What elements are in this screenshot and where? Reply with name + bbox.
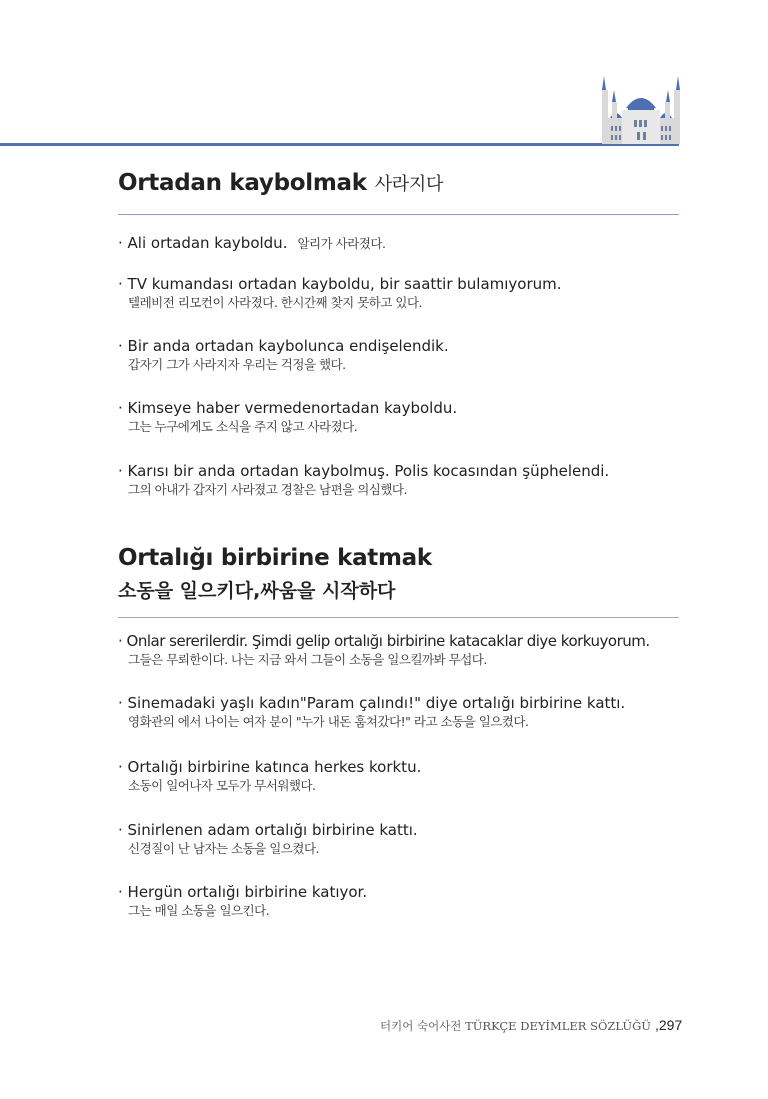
example-item [118, 274, 562, 312]
example-ko: 소동이 일어나자 모두가 무서워했다. [128, 778, 316, 793]
example-ko: 그의 아내가 갑자기 사라졌고 경찰은 남편을 의심했다. [128, 482, 407, 497]
example-tr: · Sinemadaki yaşlı kadın"Param çalındı!" diye ortalığı birbirine kattı. [118, 694, 626, 712]
example-item [118, 336, 449, 374]
example-item [118, 398, 457, 436]
section2-title-ko: 소동을 일으키다,싸움을 시작하다 [118, 580, 396, 602]
example-ko: 그들은 무뢰한이다. 나는 지금 와서 그들이 소동을 일으킬까봐 무섭다. [128, 652, 487, 667]
example-ko: 신경질이 난 남자는 소동을 일으켰다. [128, 841, 319, 856]
example-item [118, 233, 385, 254]
page-number: ,297 [654, 1017, 683, 1033]
page-footer [380, 1017, 682, 1034]
example-tr: · Hergün ortalığı birbirine katıyor. [118, 883, 368, 901]
example-tr: · Onlar sererilerdir. Şimdi gelip ortalığı birbirine katacaklar diye korkuyorum. [118, 632, 650, 650]
example-item [118, 882, 367, 920]
section1-rule [118, 214, 679, 215]
example-item [118, 820, 418, 858]
example-ko: 그는 매일 소동을 일으킨다. [128, 903, 270, 918]
book-title: 터키어 숙어사전 TÜRKÇE DEYİMLER SÖZLÜĞÜ [380, 1019, 651, 1033]
example-tr: · Bir anda ortadan kaybolunca endişelendik. [118, 337, 449, 355]
example-ko: 그는 누구에게도 소식을 주지 않고 사라졌다. [128, 419, 358, 434]
section2-rule [118, 617, 679, 618]
example-ko: 알리가 사라졌다. [297, 236, 386, 251]
example-ko: 갑자기 그가 사라지자 우리는 걱정을 했다. [128, 357, 346, 372]
example-tr: · TV kumandası ortadan kayboldu, bir saattir bulamıyorum. [118, 275, 562, 293]
example-tr: · Sinirlenen adam ortalığı birbirine kattı. [118, 821, 418, 839]
section1-title-ko: 사라지다 [374, 174, 444, 195]
example-item [118, 631, 650, 669]
section2-title: Ortalığı birbirine katmak [118, 545, 432, 571]
example-tr: · Karısı bir anda ortadan kaybolmuş. Polis kocasından şüphelendi. [118, 462, 610, 480]
example-tr: · Ali ortadan kayboldu. [118, 234, 288, 252]
example-ko: 텔레비전 리모컨이 사라졌다. 한시간째 찾지 못하고 있다. [128, 295, 423, 310]
example-item [118, 757, 421, 795]
example-ko: 영화관의 에서 나이는 여자 분이 "누가 내돈 훔쳐갔다!" 라고 소동을 일으켰다. [128, 714, 529, 729]
example-item [118, 461, 609, 499]
section1-title: Ortadan kaybolmak 사라지다 [118, 170, 444, 196]
example-tr: · Kimseye haber vermedenortadan kayboldu. [118, 399, 458, 417]
mosque-icon [598, 76, 684, 144]
header-rule [0, 143, 679, 146]
example-item [118, 693, 625, 731]
example-tr: · Ortalığı birbirine katınca herkes korktu. [118, 758, 422, 776]
